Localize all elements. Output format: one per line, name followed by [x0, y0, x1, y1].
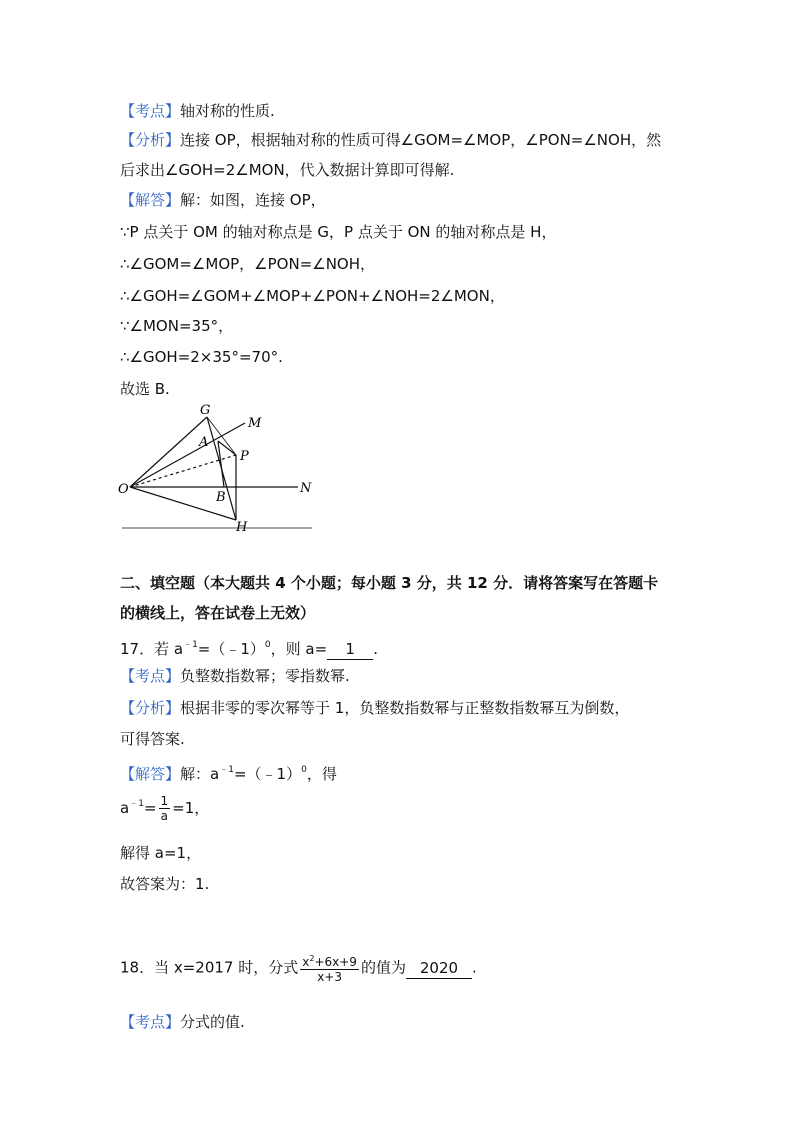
jieda-tag: 【解答】	[120, 765, 181, 783]
q17-fenxi-cont: 可得答案.	[120, 730, 185, 748]
jieda-tag: 【解答】	[120, 191, 181, 209]
fenxi-tag: 【分析】	[120, 131, 181, 149]
q17-jieda: 【解答】解：$a^{﹣1}=(﹣1)^0$，得	[120, 765, 337, 783]
label-H: H	[236, 520, 248, 535]
q18-answer: 2020	[406, 958, 472, 979]
q16-jieda	[120, 190, 326, 210]
section2-title-cont: 的横线上，答在试卷上无效）	[120, 604, 316, 622]
kaodian-tag: 【考点】	[120, 1013, 181, 1031]
q16-step-6: 故选 B.	[120, 380, 170, 398]
q17-fenxi	[120, 698, 629, 718]
kaodian-tag: 【考点】	[120, 102, 181, 120]
q17-step-1: $a^{﹣1}=$ $\frac{1}{a}$ =1，	[120, 794, 210, 823]
kaodian-tag: 【考点】	[120, 667, 181, 685]
q16-step-5: ∴∠GOH=2×35°=70°.	[120, 348, 283, 366]
jieda-text: 解：如图，连接 OP，	[180, 191, 326, 209]
kaodian-text: 分式的值.	[180, 1013, 245, 1031]
q16-step-4: ∵∠MON=35°，	[120, 317, 234, 335]
label-B: B	[216, 490, 226, 505]
q17-kaodian	[120, 666, 350, 686]
kaodian-text: 轴对称的性质.	[180, 102, 275, 120]
q16-step-2: ∴∠GOM=∠MOP，∠PON=∠NOH，	[120, 255, 376, 273]
q18-fraction: $\frac{x^2+6x+9}{x+3}$	[302, 954, 357, 984]
q18-stem: 18．当 x=2017 时，分式 $\frac{x^2+6x+9}{x+3}$ 的值为 2020 .	[120, 954, 477, 984]
label-O: O	[118, 482, 129, 497]
line-OG	[130, 417, 207, 487]
q17-fraction: $\frac{1}{a}$	[160, 794, 169, 823]
q16-step-1: ∵P 点关于 OM 的轴对称点是 G，P 点关于 ON 的轴对称点是 H，	[120, 223, 557, 241]
label-N: N	[300, 481, 312, 496]
label-G: G	[200, 403, 211, 418]
q16-fenxi-cont: 后求出∠GOH=2∠MON，代入数据计算即可得解.	[120, 161, 455, 179]
line-AB	[218, 441, 224, 487]
label-M: M	[248, 416, 262, 431]
fenxi-text: 连接 OP，根据轴对称的性质可得∠GOM=∠MOP，∠PON=∠NOH，然	[180, 131, 662, 149]
q16-fenxi	[120, 130, 661, 150]
fenxi-tag: 【分析】	[120, 699, 181, 717]
q17-stem: 17．若 $a^{﹣1}=(﹣1)^0$，则 a= 1 .	[120, 640, 378, 658]
q17-step-3: 故答案为：1.	[120, 875, 210, 893]
q17-answer: 1	[327, 639, 373, 660]
line-GP	[207, 417, 236, 455]
label-A: A	[199, 435, 209, 450]
fenxi-text: 根据非零的零次幂等于 1，负整数指数幂与正整数指数幂互为倒数，	[180, 699, 630, 717]
label-P: P	[240, 449, 249, 464]
kaodian-text: 负整数指数幂；零指数幂.	[180, 667, 350, 685]
geometry-figure	[110, 400, 325, 535]
q18-kaodian	[120, 1012, 245, 1032]
q16-step-3: ∴∠GOH=∠GOM+∠MOP+∠PON+∠NOH=2∠MON，	[120, 287, 505, 305]
q17-step-2: 解得 a=1，	[120, 844, 202, 862]
section2-title: 二、填空题（本大题共 4 个小题；每小题 3 分，共 12 分．请将答案写在答题卡	[120, 574, 659, 592]
line-OM	[130, 423, 245, 487]
q16-kaodian	[120, 101, 275, 121]
